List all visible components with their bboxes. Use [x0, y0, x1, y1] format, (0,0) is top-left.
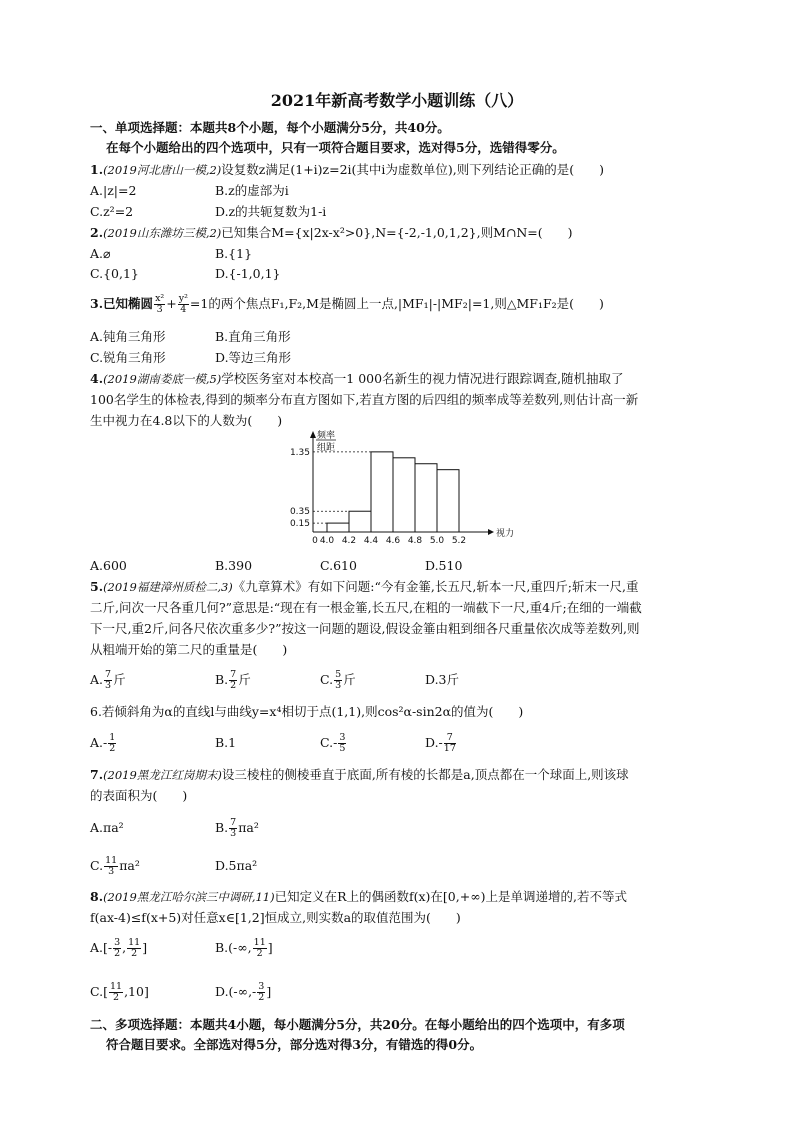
x-axis-label: 视力 — [496, 529, 515, 539]
q4-option-d: D.510 — [425, 558, 463, 573]
q3-fraction-y: $\frac{\text{y²}}{4}$ — [178, 293, 188, 315]
q7-number: 7. — [90, 767, 104, 782]
q7-source: (2019黑龙江红岗期末) — [103, 768, 222, 782]
q4-option-c: C.610 — [320, 558, 357, 573]
q1-number: 1. — [90, 162, 104, 177]
q8-number: 8. — [90, 889, 104, 904]
question-4 — [90, 369, 720, 389]
question-3 — [90, 294, 720, 315]
q4-line1: 学校医务室对本校高一1 000名新生的视力情况进行跟踪调查,随机抽取了 — [221, 371, 624, 386]
page-title: 2021年新高考数学小题训练（八） — [270, 91, 524, 110]
x-tick-label: 4.8 — [407, 536, 423, 546]
y-axis-label-top: 频率 — [317, 431, 336, 441]
x-tick-label: 5.0 — [429, 536, 445, 546]
histogram-bar — [327, 523, 349, 532]
q5-line1: 《九章算术》有如下问题:“今有金箠,长五尺,斩本一尺,重四斤;斩末一尺,重 — [232, 579, 639, 594]
question-7 — [90, 765, 720, 785]
q6-option-a: A.- $\frac{1}{2}$ — [90, 732, 116, 754]
q5-option-b: B. $\frac{7}{2}$ 斤 — [215, 669, 251, 691]
q6-option-c: C.- $\frac{3}{5}$ — [320, 732, 346, 754]
q3-option-b: B.直角三角形 — [215, 329, 291, 344]
q7-option-d: D.5πa² — [215, 858, 258, 873]
q8-option-a: A.[- $\frac{3}{2}$ , $\frac{11}{2}$ ] — [90, 937, 148, 959]
q5-option-a: A. $\frac{7}{3}$ 斤 — [90, 669, 126, 691]
q1-option-b: B.z的虚部为i — [215, 183, 289, 198]
q8-option-c: C.[ $\frac{11}{2}$ ,10] — [90, 981, 149, 1003]
y-tick-label: 0.35 — [289, 507, 310, 518]
q8-option-d: D.(-∞,- $\frac{3}{2}$ ] — [215, 981, 272, 1003]
histogram-chart — [285, 428, 515, 553]
q8-option-b: B.(-∞, $\frac{11}{2}$ ] — [215, 937, 273, 959]
q8-line1: 已知定义在R上的偶函数f(x)在[0,+∞)上是单调递增的,若不等式 — [274, 889, 627, 904]
q7-line2: 的表面积为( ) — [90, 788, 188, 803]
section1-instruction: 在每个小题给出的四个选项中，只有一项符合题目要求，选对得5分，选错得零分。 — [106, 140, 565, 155]
section2-line1: 二、多项选择题：本题共4小题，每小题满分5分，共20分。在每小题给出的四个选项中，有多项 — [90, 1017, 625, 1032]
q3-option-a: A.钝角三角形 — [90, 329, 166, 344]
y-axis-arrow — [310, 431, 316, 438]
q3-text: =1的两个焦点F₁,F₂,M是椭圆上一点,|MF₁|-|MF₂|=1,则△MF₁F₂是( ) — [189, 296, 604, 311]
q2-option-a: A.⌀ — [90, 246, 111, 261]
q3-plus: + — [166, 296, 177, 311]
q3-option-d: D.等边三角形 — [215, 350, 292, 365]
q5-option-d: D.3斤 — [425, 672, 460, 687]
section1-heading: 一、单项选择题：本题共8个小题，每个小题满分5分，共40分。 — [90, 120, 450, 135]
q5-line3: 下一尺,重2斤,问各尺依次重多少?”按这一问题的题设,假设金箠由粗到细各尺重量依次成等差数列,则 — [90, 621, 640, 636]
question-5 — [90, 577, 720, 597]
q1-source: (2019河北唐山一模,2) — [103, 163, 222, 177]
q7-line1: 设三棱柱的侧棱垂直于底面,所有棱的长都是a,顶点都在一个球面上,则该球 — [221, 767, 629, 782]
y-tick-label: 0.15 — [289, 519, 310, 530]
q6-option-d: D.- $\frac{7}{17}$ — [425, 732, 456, 754]
q1-option-c: C.z²=2 — [90, 204, 134, 219]
histogram-bar — [393, 458, 415, 532]
x-tick-label: 4.4 — [363, 536, 379, 546]
q7-option-c: C. $\frac{11}{3}$ πa² — [90, 855, 140, 877]
q2-option-b: B.{1} — [215, 246, 253, 261]
histogram-bar — [437, 470, 459, 532]
x-tick-label: 5.2 — [451, 536, 467, 546]
q2-option-d: D.{-1,0,1} — [215, 266, 281, 281]
q5-source: (2019福建漳州质检二,3) — [103, 580, 233, 594]
q3-option-c: C.锐角三角形 — [90, 350, 166, 365]
q7-option-a: A.πa² — [90, 820, 124, 835]
histogram-bar — [349, 511, 371, 532]
q4-line2: 100名学生的体检表,得到的频率分布直方图如下,若直方图的后四组的频率成等差数列,则估计高一新 — [90, 392, 639, 407]
q3-fraction-x: $\frac{\text{x²}}{3}$ — [155, 293, 165, 315]
q4-source: (2019湖南娄底一模,5) — [103, 372, 222, 386]
q6-option-b: B.1 — [215, 735, 237, 750]
x-tick-label: 4.0 — [319, 536, 335, 546]
section2-line2: 符合题目要求。全部选对得5分，部分选对得3分，有错选的得0分。 — [106, 1037, 483, 1052]
q4-option-a: A.600 — [90, 558, 127, 573]
q5-option-c: C. $\frac{5}{3}$ 斤 — [320, 669, 356, 691]
q4-option-b: B.390 — [215, 558, 253, 573]
x-tick-label: 4.6 — [385, 536, 401, 546]
q4-number: 4. — [90, 371, 104, 386]
q8-line2: f(ax-4)≤f(x+5)对任意x∈[1,2]恒成立,则实数a的取值范围为( ) — [90, 910, 461, 925]
q8-source: (2019黑龙江哈尔滨三中调研,11) — [103, 890, 275, 904]
question-8 — [90, 887, 720, 907]
q2-text: 已知集合M={x|2x-x²>0},N={-2,-1,0,1,2},则M∩N=( ) — [221, 225, 573, 240]
q2-source: (2019山东潍坊三模,2) — [103, 226, 222, 240]
q5-line4: 从粗端开始的第二尺的重量是( ) — [90, 642, 288, 657]
q4-line3: 生中视力在4.8以下的人数为( ) — [90, 413, 283, 428]
q1-option-a: A.|z|=2 — [90, 183, 137, 198]
question-2 — [90, 223, 720, 243]
x-tick-label: 0 — [312, 536, 318, 546]
q7-option-b: B. $\frac{7}{3}$ πa² — [215, 817, 259, 839]
y-axis-label-bottom: 组距 — [317, 443, 336, 453]
question-1 — [90, 160, 720, 180]
q5-line2: 二斤,问次一尺各重几何?”意思是:“现在有一根金箠,长五尺,在粗的一端截下一尺,重4斤;在细的一端截 — [90, 600, 642, 615]
q5-number: 5. — [90, 579, 104, 594]
y-tick-label: 1.35 — [289, 447, 310, 458]
q2-number: 2. — [90, 225, 104, 240]
histogram-bar — [371, 452, 393, 532]
question-6: 6.若倾斜角为α的直线l与曲线y=x⁴相切于点(1,1),则cos²α-sin2α的值为( ) — [90, 704, 524, 719]
q2-option-c: C.{0,1} — [90, 266, 139, 281]
histogram-bar — [415, 464, 437, 532]
x-axis-arrow — [488, 529, 494, 535]
x-tick-label: 4.2 — [341, 536, 357, 546]
q1-text: 设复数z满足(1+i)z=2i(其中i为虚数单位),则下列结论正确的是( ) — [221, 162, 605, 177]
q3-pre: 3.已知椭圆 — [90, 296, 154, 311]
q1-option-d: D.z的共轭复数为1-i — [215, 204, 327, 219]
